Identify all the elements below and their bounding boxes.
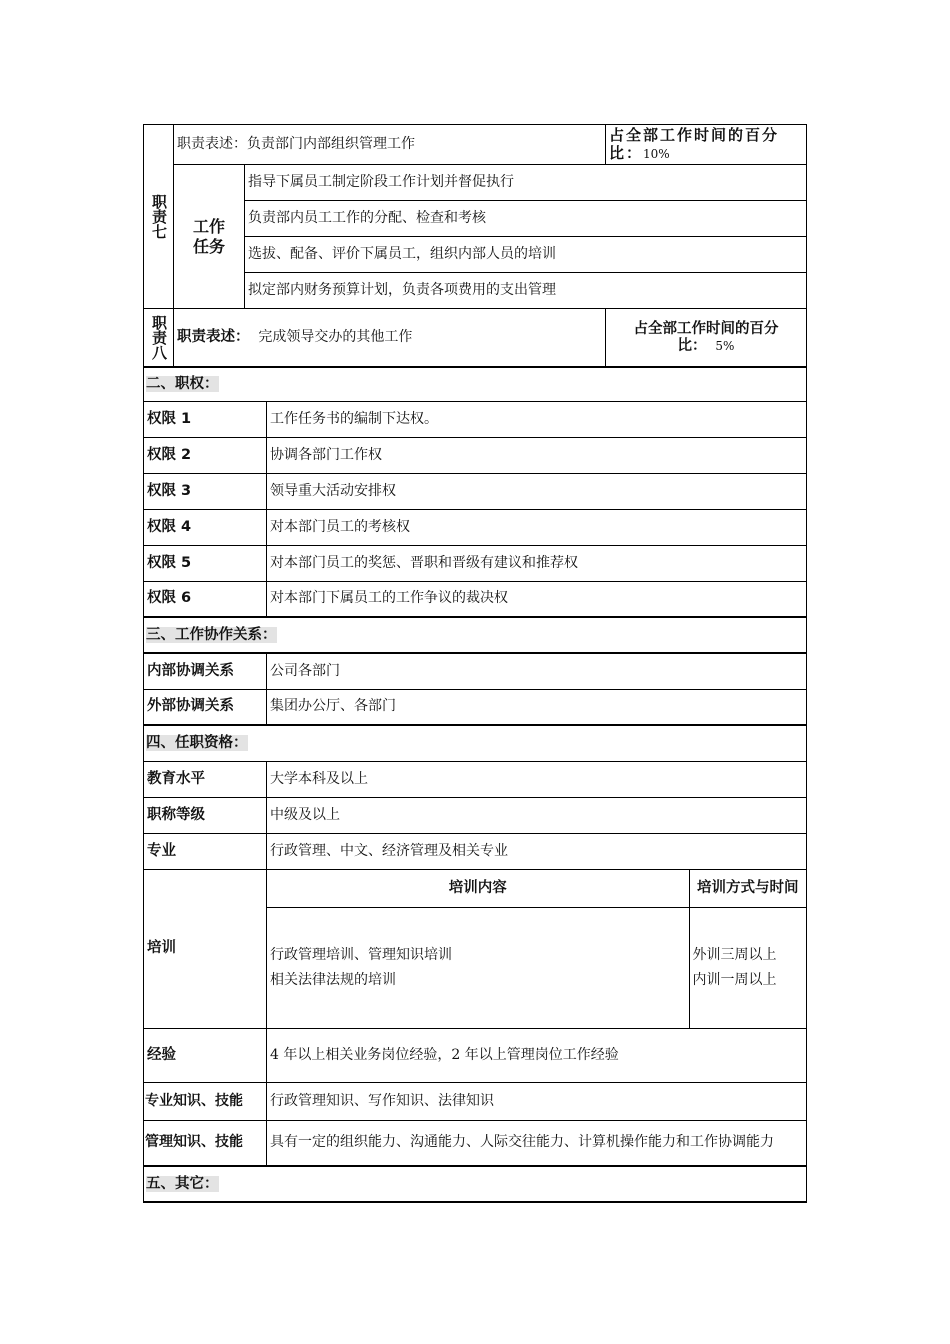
duty7-task-1: 指导下属员工制定阶段工作计划并督促执行 xyxy=(245,165,807,201)
section2-title: 二、职权： xyxy=(146,375,219,392)
duty7-desc-text: 负责部门内部组织管理工作 xyxy=(247,136,415,152)
authority-table xyxy=(143,366,807,1203)
duty8-pct xyxy=(606,309,807,367)
qual-major-name: 专业 xyxy=(144,833,267,869)
training-method-line-1: 外训三周以上 xyxy=(692,946,777,963)
duty7-label: 职责七 xyxy=(144,125,174,309)
training-subtable xyxy=(267,870,806,1028)
authority-6-value: 对本部门下属员工的工作争议的裁决权 xyxy=(267,581,807,617)
section2-title-cell xyxy=(144,367,807,401)
qual-mgmt-skill-value: 具有一定的组织能力、沟通能力、人际交往能力、计算机操作能力和工作协调能力 xyxy=(267,1120,807,1166)
duty7-task-4: 拟定部内财务预算计划，负责各项费用的支出管理 xyxy=(245,273,807,309)
duty7-desc xyxy=(174,125,606,165)
duty7-task-label xyxy=(174,165,245,309)
qual-pro-skill-name: 专业知识、技能 xyxy=(144,1082,267,1120)
training-content-line-1: 行政管理培训、管理知识培训 xyxy=(270,946,452,963)
duty8-desc-text: 完成领导交办的其他工作 xyxy=(258,329,413,345)
authority-5-name: 权限 5 xyxy=(144,545,267,581)
qual-major-value: 行政管理、中文、经济管理及相关专业 xyxy=(267,833,807,869)
training-method xyxy=(689,908,806,1028)
authority-1-name: 权限 1 xyxy=(144,401,267,437)
qual-experience-value: 4 年以上相关业务岗位经验，2 年以上管理岗位工作经验 xyxy=(267,1028,807,1082)
authority-4-name: 权限 4 xyxy=(144,509,267,545)
training-content xyxy=(267,908,689,1028)
section5-title-cell xyxy=(144,1166,807,1202)
duty7-pct-value: 10% xyxy=(643,146,670,161)
qual-education-name: 教育水平 xyxy=(144,761,267,797)
training-content-head: 培训内容 xyxy=(267,870,689,908)
duty7-task-2: 负责部内员工工作的分配、检查和考核 xyxy=(245,201,807,237)
duty7-pct-label: 占全部工作时间的百分比： xyxy=(609,125,780,162)
job-description-page xyxy=(143,124,806,1203)
duties-table xyxy=(143,124,807,367)
relation-internal-name: 内部协调关系 xyxy=(144,653,267,689)
qual-training-cell xyxy=(267,869,807,1028)
duty7-desc-prefix: 职责表述： xyxy=(177,136,247,152)
relation-internal-value: 公司各部门 xyxy=(267,653,807,689)
qual-mgmt-skill-name: 管理知识、技能 xyxy=(144,1120,267,1166)
qual-pro-skill-value: 行政管理知识、写作知识、法律知识 xyxy=(267,1082,807,1120)
section5-title: 五、其它： xyxy=(146,1175,219,1192)
section4-title: 四、任职资格： xyxy=(146,734,248,751)
training-method-head: 培训方式与时间 xyxy=(689,870,806,908)
qual-experience-name: 经验 xyxy=(144,1028,267,1082)
duty8-label: 职责八 xyxy=(144,309,174,367)
training-method-line-2: 内训一周以上 xyxy=(692,971,777,988)
training-content-line-2: 相关法律法规的培训 xyxy=(270,971,396,988)
relation-external-value: 集团办公厅、各部门 xyxy=(267,689,807,725)
qual-title-name: 职称等级 xyxy=(144,797,267,833)
qual-title-value: 中级及以上 xyxy=(267,797,807,833)
duty8-pct-label: 占全部工作时间的百分比： xyxy=(633,320,779,354)
authority-6-name: 权限 6 xyxy=(144,581,267,617)
relation-external-name: 外部协调关系 xyxy=(144,689,267,725)
authority-5-value: 对本部门员工的奖惩、晋职和晋级有建议和推荐权 xyxy=(267,545,807,581)
duty7-task-3: 选拔、配备、评价下属员工，组织内部人员的培训 xyxy=(245,237,807,273)
authority-1-value: 工作任务书的编制下达权。 xyxy=(267,401,807,437)
authority-2-value: 协调各部门工作权 xyxy=(267,437,807,473)
authority-3-value: 领导重大活动安排权 xyxy=(267,473,807,509)
duty8-desc-prefix: 职责表述： xyxy=(177,329,250,345)
authority-3-name: 权限 3 xyxy=(144,473,267,509)
section3-title-cell xyxy=(144,617,807,653)
section4-title-cell xyxy=(144,725,807,761)
duty7-task-label-text: 工作任务 xyxy=(192,216,225,256)
duty7-pct xyxy=(606,125,807,165)
section3-title: 三、工作协作关系： xyxy=(146,626,277,643)
qual-education-value: 大学本科及以上 xyxy=(267,761,807,797)
duty8-desc xyxy=(174,309,606,367)
authority-4-value: 对本部门员工的考核权 xyxy=(267,509,807,545)
qual-training-name: 培训 xyxy=(144,869,267,1028)
duty8-pct-value: 5% xyxy=(715,338,735,353)
authority-2-name: 权限 2 xyxy=(144,437,267,473)
